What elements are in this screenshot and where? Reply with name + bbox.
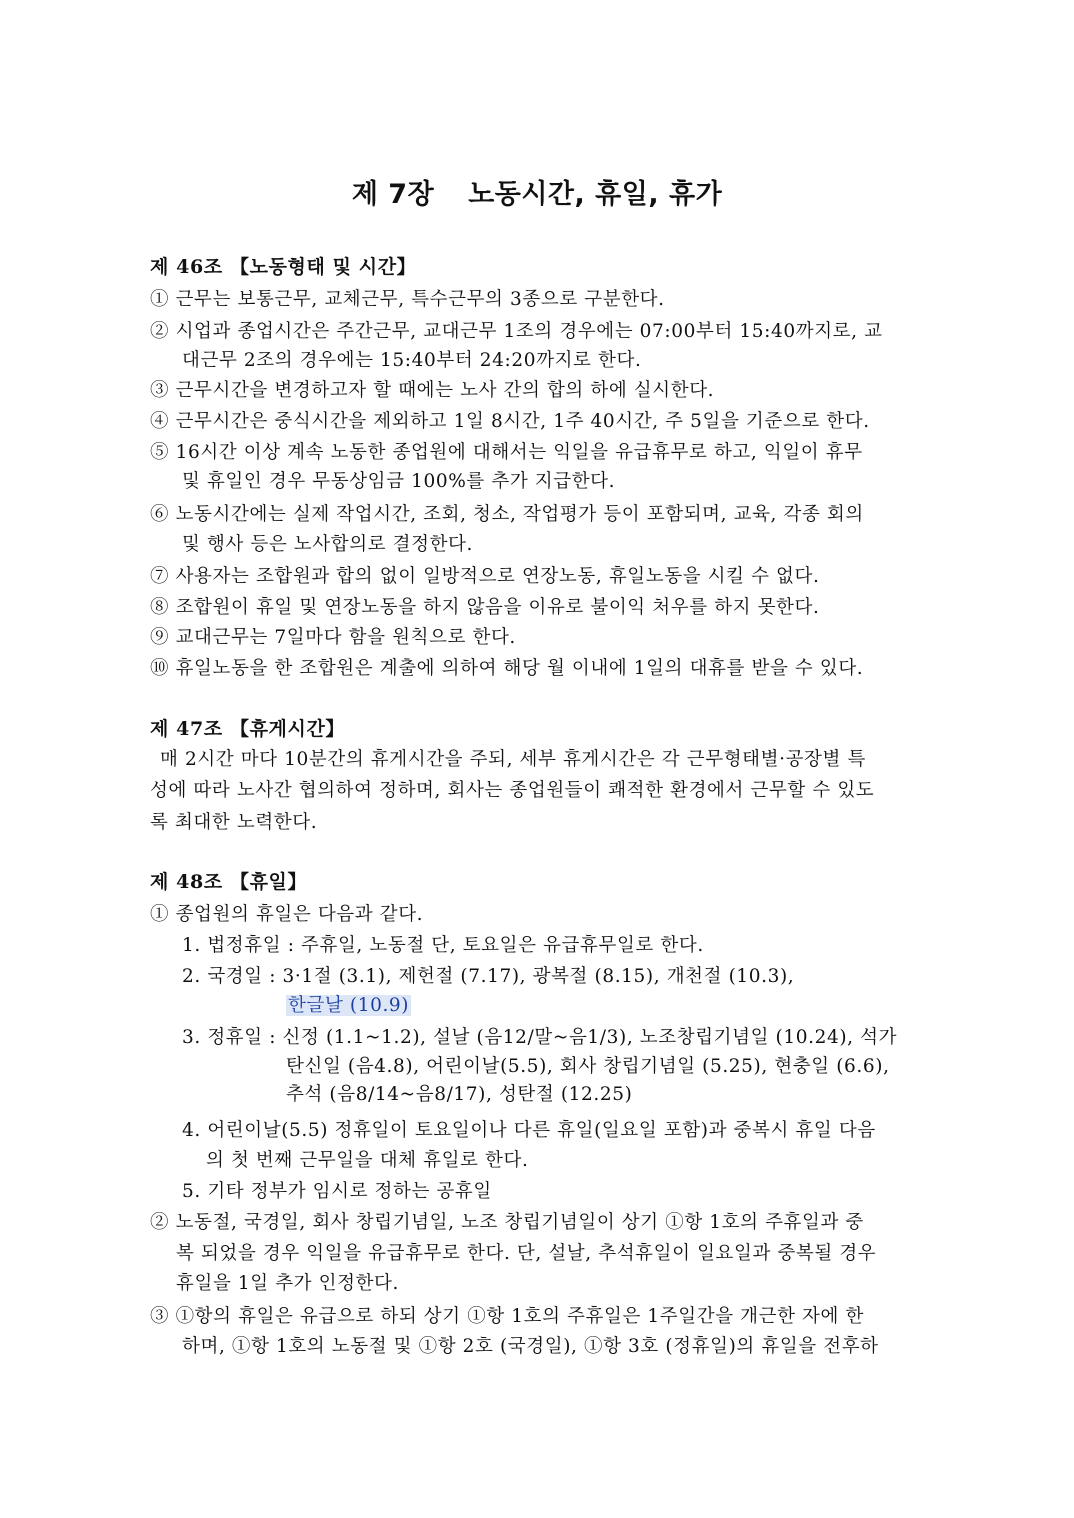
article-46-clause-5: ⑤ 16시간 이상 계속 노동한 종업원에 대해서는 익일을 유급휴무로 하고, 익일이 휴무 [150, 442, 863, 463]
article-46-clause-4: ④ 근무시간은 중식시간을 제외하고 1일 8시간, 1주 40시간, 주 5일을 기준으로 한다. [150, 411, 870, 432]
article-46-clause-1: ① 근무는 보통근무, 교체근무, 특수근무의 3종으로 구분한다. [150, 289, 665, 310]
article-46-clause-9: ⑨ 교대근무는 7일마다 함을 원칙으로 한다. [150, 627, 516, 648]
article-48-clause-1: ① 종업원의 휴일은 다음과 같다. [150, 904, 424, 925]
article-47-text-2: 성에 따라 노사간 협의하여 정하며, 회사는 종업원들이 쾌적한 환경에서 근무할 수 있도 [150, 780, 875, 801]
article-46-clause-6-cont: 및 행사 등은 노사합의로 결정한다. [182, 534, 473, 555]
article-48-clause-2: ② 노동절, 국경일, 회사 창립기념일, 노조 창립기념일이 상기 ①항 1호의 주휴일과 중 [150, 1212, 864, 1233]
article-48-item-3: 3. 정휴일 : 신정 (1.1~1.2), 설날 (음12/말~음1/3), 노조창립기념일 (10.24), 석가 [182, 1027, 898, 1048]
article-48-clause-2-cont-2: 휴일을 1일 추가 인정한다. [176, 1273, 400, 1294]
article-46-clause-7: ⑦ 사용자는 조합원과 합의 없이 일방적으로 연장노동, 휴일노동을 시킬 수 없다. [150, 566, 820, 587]
hangul-day-highlight: 한글날 (10.9) [288, 995, 410, 1016]
article-47-heading: 제 47조 【휴게시간】 [150, 718, 345, 740]
article-48-item-3-cont-2: 추석 (음8/14~음8/17), 성탄절 (12.25) [286, 1084, 633, 1105]
article-48-item-4-cont: 의 첫 번째 근무일을 대체 휴일로 한다. [206, 1150, 529, 1171]
article-48-item-5: 5. 기타 정부가 임시로 정하는 공휴일 [182, 1181, 492, 1202]
article-47-text-1: 매 2시간 마다 10분간의 휴게시간을 주되, 세부 휴게시간은 각 근무형태별·공장별 특 [160, 749, 866, 770]
article-46-clause-10: ⑩ 휴일노동을 한 조합원은 계출에 의하여 해당 월 이내에 1일의 대휴를 받을 수 있다. [150, 658, 864, 679]
article-48-clause-2-cont-1: 복 되었을 경우 익일을 유급휴무로 한다. 단, 설날, 추석휴일이 일요일과 중복될 경우 [176, 1243, 877, 1264]
chapter-title [0, 172, 1074, 211]
article-47-text-3: 록 최대한 노력한다. [150, 812, 318, 833]
article-46-clause-8: ⑧ 조합원이 휴일 및 연장노동을 하지 않음을 이유로 불이익 처우를 하지 못한다. [150, 597, 820, 618]
article-48-item-3-cont-1: 탄신일 (음4.8), 어린이날(5.5), 회사 창립기념일 (5.25), 현충일 (6.6), [286, 1056, 890, 1077]
article-48-clause-3: ③ ①항의 휴일은 유급으로 하되 상기 ①항 1호의 주휴일은 1주일간을 개근한 자에 한 [150, 1306, 864, 1327]
chapter-number: 제 7장 [351, 179, 435, 210]
article-46-clause-3: ③ 근무시간을 변경하고자 할 때에는 노사 간의 합의 하에 실시한다. [150, 380, 715, 401]
article-46-clause-5-cont: 및 휴일인 경우 무동상임금 100%를 추가 지급한다. [182, 471, 616, 492]
article-48-item-2-cont [286, 991, 411, 1017]
article-46-heading: 제 46조 【노동형태 및 시간】 [150, 256, 417, 278]
article-46-clause-6: ⑥ 노동시간에는 실제 작업시간, 조회, 청소, 작업평가 등이 포함되며, 교육, 각종 회의 [150, 504, 864, 525]
article-48-item-1: 1. 법정휴일 : 주휴일, 노동절 단, 토요일은 유급휴무일로 한다. [182, 935, 704, 956]
article-48-heading: 제 48조 【휴일】 [150, 871, 308, 893]
article-48-item-4: 4. 어린이날(5.5) 정휴일이 토요일이나 다른 휴일(일요일 포함)과 중복시 휴일 다음 [182, 1120, 876, 1141]
article-48-clause-3-cont: 하며, ①항 1호의 노동절 및 ①항 2호 (국경일), ①항 3호 (정휴일)의 휴일을 전후하 [182, 1336, 879, 1357]
article-46-clause-2: ② 시업과 종업시간은 주간근무, 교대근무 1조의 경우에는 07:00부터 15:40까지로, 교 [150, 321, 883, 342]
chapter-name: 노동시간, 휴일, 휴가 [468, 179, 723, 210]
article-46-clause-2-cont: 대근무 2조의 경우에는 15:40부터 24:20까지로 한다. [182, 350, 642, 371]
article-48-item-2: 2. 국경일 : 3·1절 (3.1), 제헌절 (7.17), 광복절 (8.15), 개천절 (10.3), [182, 966, 795, 987]
